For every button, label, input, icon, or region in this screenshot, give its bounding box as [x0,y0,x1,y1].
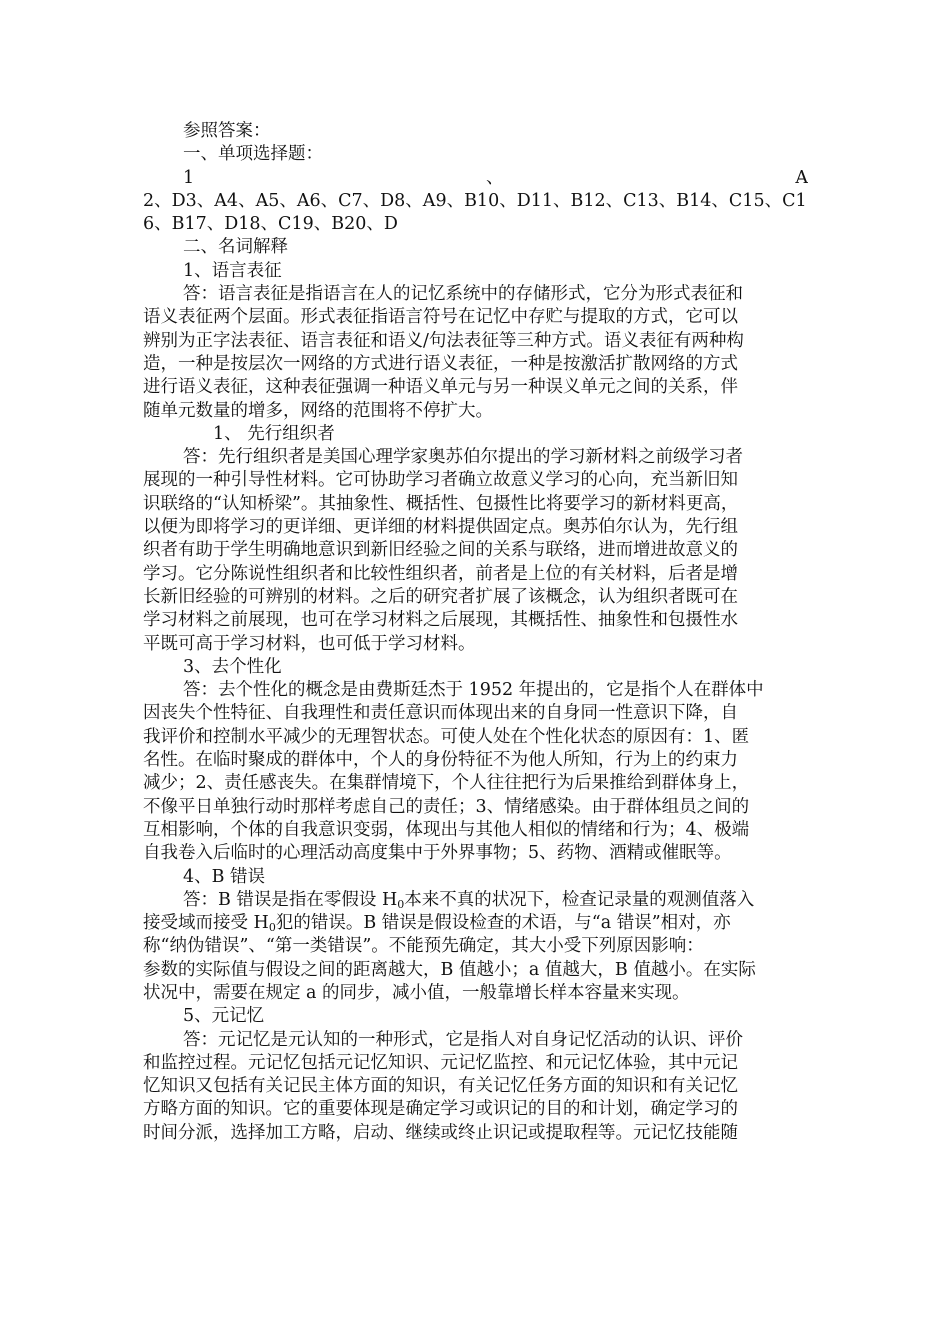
answers-title: 参照答案： [183,121,271,141]
term-paragraph-line: 随单元数量的增多，网络的范围将不停扩大。 [143,400,493,421]
section2-heading: 二、名词解释 [183,237,288,258]
term-paragraph-line: 和监控过程。元记忆包括元记忆知识、元记忆监控、和元记忆体验，其中元记 [143,1052,738,1073]
term-paragraph-line: 进行语义表征，这种表征强调一种语义单元与另一种误义单元之间的关系，伴 [143,377,738,398]
term-paragraph-line: 方略方面的知识。它的重要体现是确定学习或识记的目的和计划，确定学习的 [143,1099,738,1120]
term-paragraph-line: 答：先行组织者是美国心理学家奥苏伯尔提出的学习新材料之前级学习者 [183,447,743,468]
term-paragraph-line [143,912,808,935]
term-paragraph-line: 减少；2、责任感丧失。在集群情境下，个人往往把行为后果推给到群体身上， [143,773,750,794]
text-run: 犯的错误。B 错误是假设检查的术语，与“a 错误”相对，亦 [275,913,731,934]
term-paragraph-line: 辨别为正字法表征、语言表征和语义/句法表征等三种方式。语义表征有两种构 [143,330,744,351]
answer-row1-right: A [795,167,808,188]
answers-row-1 [143,167,808,190]
term-paragraph-line: 识联络的“认知桥梁”。其抽象性、概括性、包摄性比将要学习的新材料更高， [143,493,739,514]
term-paragraph-line: 因丧失个性特征、自我理性和责任意识而体现出来的自身同一性意识下降，自 [143,703,738,724]
term-paragraph-line: 答：去个性化的概念是由费斯廷杰于 1952 年提出的，它是指个人在群体中 [183,680,764,701]
term-paragraph-line: 平既可高于学习材料，也可低于学习材料。 [143,633,476,654]
term-paragraph-line: 答：语言表征是指语言在人的记忆系统中的存储形式，它分为形式表征和 [183,284,743,305]
term-paragraph-line: 语义表征两个层面。形式表征指语言符号在记忆中存贮与提取的方式，它可以 [143,307,738,328]
term-paragraph-line: 参数的实际值与假设之间的距离越大，B 值越小；a 值越大，B 值越小。在实际 [143,959,756,980]
term-title: 3、去个性化 [183,656,282,677]
term-paragraph-line: 互相影响，个体的自我意识变弱，体现出与其他人相似的情绪和行为；4、极端 [143,819,750,840]
term-paragraph-line: 称“纳伪错误”、“第一类错误”。不能预先确定，其大小受下列原因影响： [143,936,704,957]
term-paragraph-line: 展现的一种引导性材料。它可协助学习者确立故意义学习的心向，充当新旧知 [143,470,738,491]
text-run: 答：B 错误是指在零假设 H [183,889,398,910]
term-paragraph-line: 名性。在临时聚成的群体中，个人的身份特征不为他人所知，行为上的约束力 [143,750,738,771]
subscript: 0 [397,897,405,911]
answer-row1-left: 1 [183,167,195,188]
term-paragraph-line: 长新旧经验的可辨别的材料。之后的研究者扩展了该概念，认为组织者既可在 [143,586,738,607]
term-paragraph-line: 自我卷入后临时的心理活动高度集中于外界事物；5、药物、酒精或催眠等。 [143,843,732,864]
section1-heading: 一、单项选择题： [183,144,323,165]
term-paragraph-line: 以便为即将学习的更详细、更详细的材料提供固定点。奥苏伯尔认为，先行组 [143,517,738,538]
text-run: 接受域而接受 H [143,913,269,934]
answers-row-2: 2、D3、A4、A5、A6、C7、D8、A9、B10、D11、B12、C13、B14、C15、C1 [143,190,807,211]
term-paragraph-line: 造，一种是按层次一网络的方式进行语义表征，一种是按激活扩散网络的方式 [143,353,738,374]
term-title: 5、元记忆 [183,1006,265,1027]
term-title: 1、 先行组织者 [213,423,335,444]
term-paragraph-line: 答：元记忆是元认知的一种形式，它是指人对自身记忆活动的认识、评价 [183,1029,743,1050]
term-title: 1、语言表征 [183,260,282,281]
term-paragraph-line: 忆知识又包括有关记民主体方面的知识，有关记忆任务方面的知识和有关记忆 [143,1076,738,1097]
document-page [143,120,808,1145]
answers-row-3: 6、B17、D18、C19、B20、D [143,214,398,235]
term-paragraph-line: 不像平日单独行动时那样考虑自己的责任；3、情绪感染。由于群体组员之间的 [143,796,750,817]
term-paragraph-line: 织者有助于学生明确地意识到新旧经验之间的关系与联络，进而增进故意义的 [143,540,738,561]
term-paragraph-line: 学习材料之前展现，也可在学习材料之后展现，其概括性、抽象性和包摄性水 [143,610,738,631]
term-paragraph-line [143,889,808,912]
term-paragraph-line: 学习。它分陈说性组织者和比较性组织者，前者是上位的有关材料，后者是增 [143,563,738,584]
subscript: 0 [268,921,276,935]
term-paragraph-line: 时间分派，选择加工方略，启动、继续或终止识记或提取程等。元记忆技能随 [143,1122,738,1143]
text-run: 本来不真的状况下，检查记录量的观测值落入 [404,889,755,910]
answer-row1-middle: 、 [486,167,504,188]
term-paragraph-line: 状况中，需要在规定 a 的同步，减小值，一般靠增长样本容量来实现。 [143,982,690,1003]
term-title: 4、B 错误 [183,866,266,887]
term-paragraph-line: 我评价和控制水平减少的无理智状态。可使人处在个性化状态的原因有：1、匿 [143,726,750,747]
